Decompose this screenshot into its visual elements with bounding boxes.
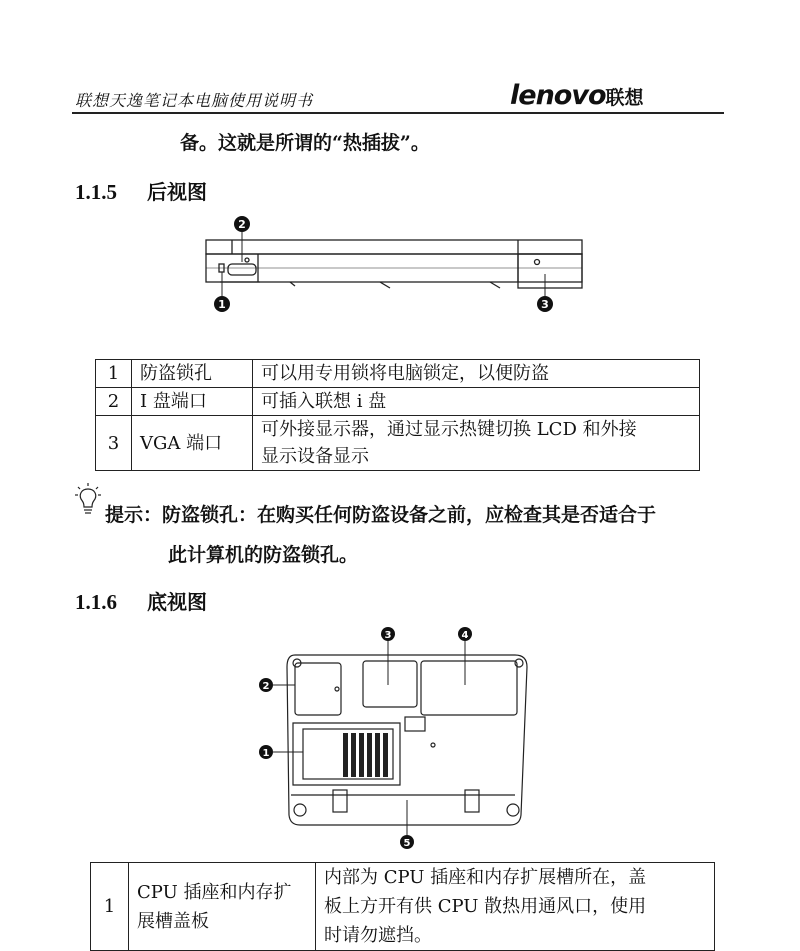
rear-callout-2 xyxy=(234,216,250,232)
port-description xyxy=(253,416,700,471)
brand-name-en: lenovo xyxy=(510,80,606,111)
description-line: 内部为 CPU 插座和内存扩展槽所在，盖 xyxy=(324,867,647,888)
row-number: 1 xyxy=(91,863,129,951)
bottom-view-diagram xyxy=(255,625,535,850)
port-description: 可以用专用锁将电脑锁定，以便防盗 xyxy=(253,360,700,388)
bottom-callout-4 xyxy=(458,627,472,641)
svg-text:2: 2 xyxy=(262,681,270,692)
description-line: 可外接显示器，通过显示热键切换 LCD 和外接 xyxy=(261,419,637,440)
svg-text:3: 3 xyxy=(541,298,549,311)
port-description: 可插入联想 i 盘 xyxy=(253,388,700,416)
svg-text:4: 4 xyxy=(461,630,469,641)
tip-note xyxy=(75,495,656,575)
section-title: 后视图 xyxy=(147,180,207,204)
name-line: CPU 插座和内存扩 xyxy=(137,881,292,903)
bottom-callout-5 xyxy=(400,835,414,849)
bottom-callout-3 xyxy=(381,627,395,641)
row-number: 2 xyxy=(96,388,132,416)
table-row xyxy=(91,863,715,951)
table-row xyxy=(96,360,700,388)
svg-text:3: 3 xyxy=(384,630,392,641)
table-row xyxy=(96,416,700,471)
rear-ports-table xyxy=(95,359,700,471)
svg-text:1: 1 xyxy=(262,748,270,759)
port-name: I 盘端口 xyxy=(132,388,253,416)
lenovo-logo xyxy=(510,80,644,111)
bottom-callout-2 xyxy=(259,678,273,692)
tip-line: 此计算机的防盗锁孔。 xyxy=(168,544,359,566)
section-heading-rear-view xyxy=(75,176,207,205)
description-line: 时请勿遮挡。 xyxy=(324,925,432,946)
svg-text:5: 5 xyxy=(403,838,411,849)
component-description xyxy=(316,863,715,951)
svg-text:2: 2 xyxy=(238,218,246,231)
component-name xyxy=(129,863,316,951)
name-line: 展槽盖板 xyxy=(137,910,209,932)
port-name: VGA 端口 xyxy=(132,416,253,471)
section-number: 1.1.5 xyxy=(75,180,117,204)
bottom-callout-1 xyxy=(259,745,273,759)
description-line: 显示设备显示 xyxy=(261,446,369,467)
row-number: 1 xyxy=(96,360,132,388)
header-divider xyxy=(72,112,724,114)
document-header-title: 联想天逸笔记本电脑使用说明书 xyxy=(75,91,314,110)
description-line: 板上方开有供 CPU 散热用通风口，使用 xyxy=(324,896,647,917)
section-number: 1.1.6 xyxy=(75,590,117,614)
bottom-components-table xyxy=(90,862,715,951)
svg-text:1: 1 xyxy=(218,298,226,311)
section-heading-bottom-view xyxy=(75,586,207,615)
rear-callout-1 xyxy=(214,296,230,312)
row-number: 3 xyxy=(96,416,132,471)
rear-callout-3 xyxy=(537,296,553,312)
brand-name-cn: 联想 xyxy=(605,87,644,109)
section-title: 底视图 xyxy=(147,590,207,614)
table-row xyxy=(96,388,700,416)
rear-view-diagram xyxy=(200,212,590,317)
tip-line: 提示：防盗锁孔：在购买任何防盗设备之前，应检查其是否适合于 xyxy=(105,504,657,526)
port-name: 防盗锁孔 xyxy=(132,360,253,388)
continued-paragraph: 备。这就是所谓的“热插拔”。 xyxy=(180,132,430,154)
